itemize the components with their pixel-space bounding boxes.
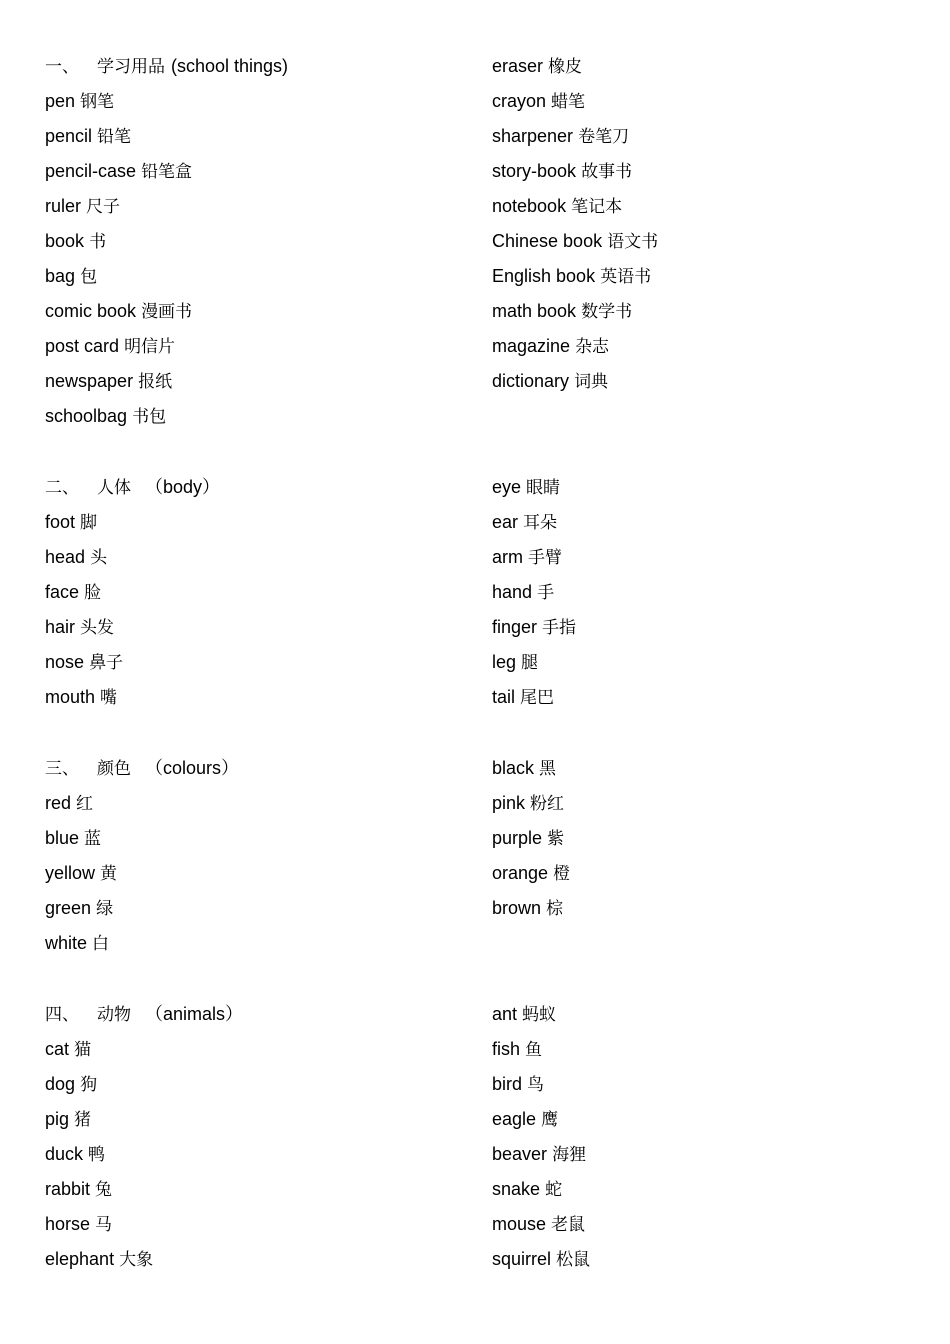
chinese-word: 松鼠	[556, 1250, 591, 1270]
vocab-item	[492, 786, 570, 821]
chinese-word: 明信片	[124, 337, 176, 357]
vocab-item	[492, 540, 576, 575]
vocab-item	[492, 997, 590, 1032]
english-word: crayon	[492, 91, 547, 111]
english-word: yellow	[45, 863, 96, 883]
chinese-word: 腿	[521, 653, 539, 673]
chinese-word: 粉红	[530, 794, 565, 814]
chinese-word: 棕	[546, 899, 564, 919]
english-word: math book	[492, 301, 577, 321]
section-heading	[45, 997, 243, 1032]
vocab-item	[45, 610, 220, 645]
chinese-word: 漫画书	[141, 302, 193, 322]
vocab-item	[492, 505, 576, 540]
vocab-item	[492, 224, 658, 259]
left-column	[45, 997, 243, 1277]
chinese-word: 头	[90, 548, 108, 568]
vocab-item	[492, 294, 658, 329]
english-word: tail	[492, 687, 516, 707]
chinese-word: 白	[92, 934, 110, 954]
english-word: sharpener	[492, 126, 574, 146]
heading-number: 一、	[45, 57, 79, 77]
vocab-item	[492, 364, 658, 399]
chinese-word: 数学书	[581, 302, 633, 322]
english-word: English book	[492, 266, 596, 286]
chinese-word: 故事书	[581, 162, 633, 182]
english-word: hair	[45, 617, 76, 637]
english-word: ear	[492, 512, 519, 532]
heading-title: 人体	[97, 478, 131, 498]
chinese-word: 鹰	[541, 1110, 559, 1130]
chinese-word: 鼻子	[89, 653, 124, 673]
chinese-word: 狗	[80, 1075, 98, 1095]
chinese-word: 眼睛	[526, 478, 561, 498]
chinese-word: 词典	[574, 372, 609, 392]
heading-english: (school things)	[171, 56, 289, 76]
english-word: dictionary	[492, 371, 570, 391]
chinese-word: 语文书	[607, 232, 659, 252]
heading-english: （body）	[145, 477, 221, 497]
chinese-word: 书	[89, 232, 107, 252]
english-word: dog	[45, 1074, 76, 1094]
chinese-word: 蜡笔	[551, 92, 586, 112]
chinese-word: 橙	[553, 864, 571, 884]
vocab-item	[45, 645, 220, 680]
chinese-word: 嘴	[100, 688, 118, 708]
english-word: finger	[492, 617, 538, 637]
left-column	[45, 751, 239, 961]
english-word: leg	[492, 652, 517, 672]
english-word: pen	[45, 91, 76, 111]
english-word: duck	[45, 1144, 84, 1164]
vocab-item	[45, 224, 288, 259]
section-heading	[45, 751, 239, 786]
english-word: head	[45, 547, 86, 567]
english-word: ant	[492, 1004, 518, 1024]
chinese-word: 卷笔刀	[578, 127, 630, 147]
vocab-item	[492, 821, 570, 856]
english-word: eagle	[492, 1109, 537, 1129]
vocab-item	[45, 294, 288, 329]
chinese-word: 橡皮	[548, 57, 583, 77]
vocab-item	[492, 1172, 590, 1207]
chinese-word: 耳朵	[523, 513, 558, 533]
vocab-item	[45, 329, 288, 364]
chinese-word: 钢笔	[80, 92, 115, 112]
right-column	[492, 997, 590, 1277]
vocab-item	[492, 856, 570, 891]
vocab-item	[45, 505, 220, 540]
vocab-item	[45, 786, 239, 821]
chinese-word: 猫	[74, 1040, 92, 1060]
vocab-item	[45, 119, 288, 154]
vocab-item	[45, 1242, 243, 1277]
vocab-item	[45, 856, 239, 891]
chinese-word: 猪	[74, 1110, 92, 1130]
english-word: schoolbag	[45, 406, 128, 426]
section-heading	[45, 470, 220, 505]
vocab-item	[492, 470, 576, 505]
chinese-word: 大象	[119, 1250, 154, 1270]
english-word: pencil-case	[45, 161, 137, 181]
chinese-word: 鱼	[525, 1040, 543, 1060]
english-word: mouth	[45, 687, 96, 707]
chinese-word: 脸	[84, 583, 102, 603]
vocab-item	[45, 1032, 243, 1067]
english-word: cat	[45, 1039, 70, 1059]
vocab-item	[492, 645, 576, 680]
chinese-word: 杂志	[575, 337, 610, 357]
chinese-word: 手指	[542, 618, 577, 638]
english-word: pig	[45, 1109, 70, 1129]
english-word: newspaper	[45, 371, 134, 391]
vocab-item	[45, 84, 288, 119]
chinese-word: 笔记本	[571, 197, 623, 217]
left-column	[45, 470, 220, 715]
chinese-word: 马	[95, 1215, 113, 1235]
english-word: eye	[492, 477, 522, 497]
vocab-item	[45, 680, 220, 715]
english-word: horse	[45, 1214, 91, 1234]
vocab-item	[492, 1067, 590, 1102]
chinese-word: 老鼠	[551, 1215, 586, 1235]
vocab-item	[45, 154, 288, 189]
vocab-item	[45, 259, 288, 294]
chinese-word: 脚	[80, 513, 98, 533]
chinese-word: 紫	[547, 829, 565, 849]
chinese-word: 海狸	[552, 1145, 587, 1165]
english-word: bag	[45, 266, 76, 286]
chinese-word: 铅笔	[97, 127, 132, 147]
vocab-item	[492, 751, 570, 786]
vocab-item	[492, 1102, 590, 1137]
vocab-item	[492, 329, 658, 364]
right-column	[492, 49, 658, 399]
chinese-word: 手臂	[528, 548, 563, 568]
heading-number: 三、	[45, 759, 79, 779]
english-word: white	[45, 933, 88, 953]
vocab-item	[492, 119, 658, 154]
chinese-word: 绿	[96, 899, 114, 919]
vocab-item	[45, 891, 239, 926]
vocab-item	[45, 189, 288, 224]
english-word: nose	[45, 652, 85, 672]
vocab-item	[492, 1207, 590, 1242]
chinese-word: 鸟	[527, 1075, 545, 1095]
vocab-item	[492, 1242, 590, 1277]
vocab-item	[45, 1102, 243, 1137]
english-word: hand	[492, 582, 533, 602]
chinese-word: 黑	[539, 759, 557, 779]
vocab-item	[45, 926, 239, 961]
english-word: snake	[492, 1179, 541, 1199]
vocab-item	[45, 399, 288, 434]
vocab-item	[45, 1067, 243, 1102]
english-word: green	[45, 898, 92, 918]
vocab-item	[492, 1032, 590, 1067]
chinese-word: 英语书	[600, 267, 652, 287]
heading-title: 学习用品	[97, 57, 165, 77]
vocab-item	[492, 84, 658, 119]
vocab-item	[45, 1207, 243, 1242]
english-word: book	[45, 231, 85, 251]
english-word: pink	[492, 793, 526, 813]
chinese-word: 尺子	[86, 197, 121, 217]
chinese-word: 书包	[132, 407, 167, 427]
heading-english: （animals）	[145, 1004, 244, 1024]
chinese-word: 报纸	[138, 372, 173, 392]
vocab-item	[492, 1137, 590, 1172]
vocab-item	[45, 575, 220, 610]
english-word: black	[492, 758, 535, 778]
chinese-word: 红	[76, 794, 94, 814]
english-word: pencil	[45, 126, 93, 146]
section-heading	[45, 49, 288, 84]
english-word: brown	[492, 898, 542, 918]
heading-number: 四、	[45, 1005, 79, 1025]
chinese-word: 包	[80, 267, 98, 287]
chinese-word: 尾巴	[520, 688, 555, 708]
chinese-word: 头发	[80, 618, 115, 638]
english-word: purple	[492, 828, 543, 848]
chinese-word: 手	[537, 583, 555, 603]
vocab-item	[492, 49, 658, 84]
english-word: beaver	[492, 1144, 548, 1164]
chinese-word: 铅笔盒	[141, 162, 193, 182]
vocab-item	[492, 575, 576, 610]
heading-title: 动物	[97, 1005, 131, 1025]
vocab-item	[492, 259, 658, 294]
english-word: notebook	[492, 196, 567, 216]
chinese-word: 兔	[95, 1180, 113, 1200]
chinese-word: 蛇	[545, 1180, 563, 1200]
vocab-item	[45, 364, 288, 399]
heading-number: 二、	[45, 478, 79, 498]
english-word: orange	[492, 863, 549, 883]
english-word: blue	[45, 828, 80, 848]
chinese-word: 鸭	[88, 1145, 106, 1165]
english-word: ruler	[45, 196, 82, 216]
english-word: foot	[45, 512, 76, 532]
vocab-item	[45, 821, 239, 856]
english-word: post card	[45, 336, 120, 356]
right-column	[492, 751, 570, 926]
english-word: eraser	[492, 56, 544, 76]
vocab-item	[492, 680, 576, 715]
left-column	[45, 49, 288, 434]
english-word: magazine	[492, 336, 571, 356]
english-word: arm	[492, 547, 523, 567]
heading-title: 颜色	[97, 759, 131, 779]
chinese-word: 黄	[100, 864, 118, 884]
english-word: mouse	[492, 1214, 547, 1234]
right-column	[492, 470, 576, 715]
english-word: bird	[492, 1074, 523, 1094]
english-word: rabbit	[45, 1179, 91, 1199]
english-word: Chinese book	[492, 231, 603, 251]
heading-english: （colours）	[145, 758, 240, 778]
english-word: red	[45, 793, 72, 813]
chinese-word: 蓝	[84, 829, 102, 849]
vocab-item	[45, 540, 220, 575]
english-word: face	[45, 582, 80, 602]
vocab-item	[492, 189, 658, 224]
english-word: squirrel	[492, 1249, 552, 1269]
english-word: elephant	[45, 1249, 115, 1269]
vocab-item	[492, 610, 576, 645]
vocab-item	[492, 891, 570, 926]
vocab-item	[45, 1172, 243, 1207]
english-word: fish	[492, 1039, 521, 1059]
vocab-item	[492, 154, 658, 189]
vocab-item	[45, 1137, 243, 1172]
english-word: comic book	[45, 301, 137, 321]
chinese-word: 蚂蚁	[522, 1005, 557, 1025]
english-word: story-book	[492, 161, 577, 181]
